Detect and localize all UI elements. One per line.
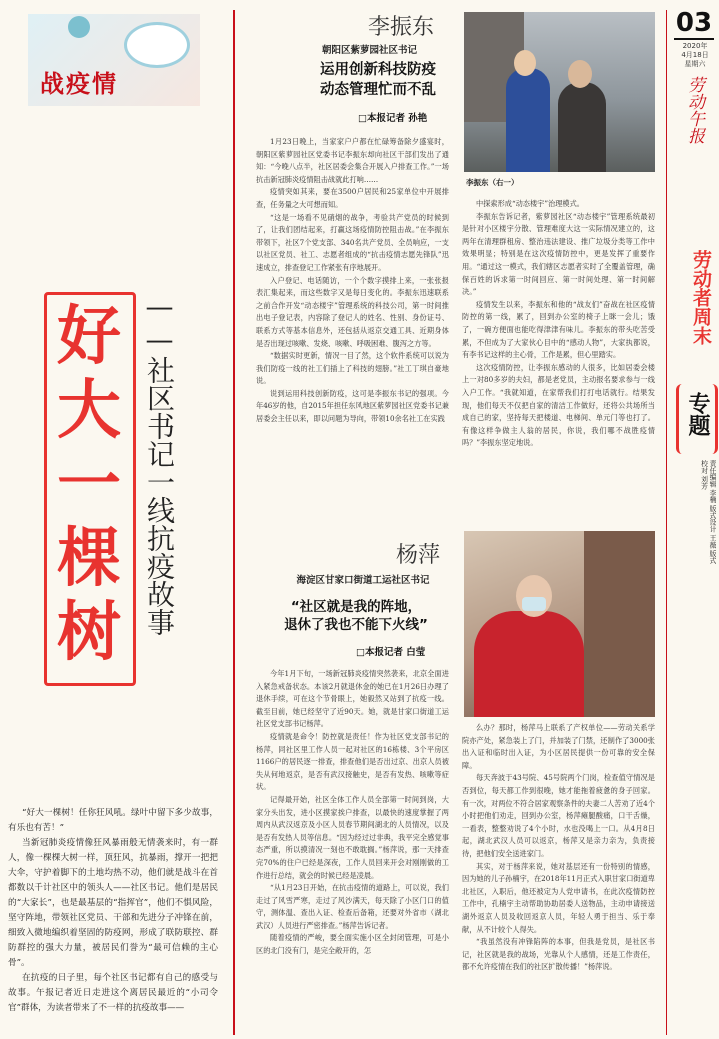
headline-subtitle: ——社区书记一线抗疫故事 bbox=[143, 290, 176, 636]
person-right bbox=[558, 82, 606, 172]
story1-paragraph: 入户登记、电话随访，一个个数字摸排上来，一张张报表汇集起来，而这些数字又是每日变化的。李振东迅速联系之前合作开发“动态楼宇”管理系统的科技公司，第一时间推出电子登记表，内容除了登记人的姓名、性别、身份证号、联系方式等基本信息外，还包括从返京交通工具、近期身体是否出现过咳嗽、发烧、咳嗽、呼吸困难、腹泻之方等。 bbox=[256, 275, 449, 348]
story1-paragraph: 中探索形成“动态楼宇”治理模式。 bbox=[476, 199, 584, 208]
story1-paragraph: 李振东告诉记者，紫萝园社区“动态楼宇”管理系统最初是针对小区楼宇分散、管理难度大这一实际情况建立的，这两年在清理群租房、整治违法建设、推广垃圾分类等工作中效果明显；特别是在这次疫情防控中，更是发挥了重要作用。“通过这一模式，我们辖区志愿者实时了全覆盖管理，确保百姓的诉求第一时间回应、第一时间处理、第一时间解决。” bbox=[462, 211, 655, 297]
big-headline: 好大一棵树 bbox=[57, 300, 121, 670]
story2-photo bbox=[464, 531, 655, 717]
story2-headline-line2: 退休了我也不能下火线” bbox=[284, 617, 428, 633]
story1-position: 朝阳区紫萝园社区书记 bbox=[322, 45, 418, 56]
story1-paragraph: 疫情发生以来，李振东和他的“战友们”奋战在社区疫情防控的第一线，累了，回到办公室的椅子上眯一会儿；饿了，一碗方便面也能吃得津津有味儿。李振东的带头吃苦受累，不但成为了大家伙心目中的“感动人物”，大家执都说，有李书记这样的主心骨，工作是累，但心里踏实。 bbox=[462, 299, 655, 360]
story2-headline bbox=[250, 598, 462, 634]
story2-paragraph: 其实，对于杨萍来说，她对基层还有一份特别的情感，因为她的儿子孙楠宇，在2018年11月正式入职甘家口街道卑北社区，入职后，他还被定为人党申请书，在此次疫情防控工作中，孔楠宇主动帮助协助居委人送物品，主动申请接送湖外返京人员及收回返京人员，年轻人勇于担当、乐于奉献，从不计较个人得失。 bbox=[462, 861, 655, 934]
story2-reporter: □本报记者 白莹 bbox=[356, 647, 426, 658]
banner-title: 战疫情 bbox=[40, 69, 118, 98]
story2-paragraph: “从1月23日开始，在抗击疫情的道路上，可以说，我们走过了风雪严寒，走过了风沙满天，每天除了小区门口的值守，测体温、查出入证、检查后备箱，还要对外省市（湖北武汉）人员进行严密排查。”杨萍告诉记者。 bbox=[256, 883, 449, 930]
intro-text bbox=[8, 806, 218, 1034]
story1-column-1 bbox=[256, 136, 449, 538]
story1-paragraph: 1月23日晚上，当家家户户都在忙碌筹备除夕盛宴时，朝阳区紫萝园社区党委书记李振东却向社区干部们发出了通知：“今晚八点半，社区居委会集合开展入户排查工作。”一场抗击新冠肺炎疫情阻击战就此打响…… bbox=[256, 137, 449, 184]
editor-credits: 责任编辑 李楠 版式设计 王薇 版式校对 刘芳 bbox=[699, 460, 716, 564]
story2-paragraph: “我虽然没有冲锋陷阵的本事，但我是党员，是社区书记，社区就是我的战场，光靠从个人感情，还是工作责任，都不允许疫情在我们的社区扩散传播！”杨萍说。 bbox=[462, 937, 655, 972]
person-left-head bbox=[514, 50, 536, 76]
story2-headline-line1: “社区就是我的阵地， bbox=[290, 599, 422, 615]
story1-paragraph: 这次疫情防控，让李振东感动的人很多，比如居委会楼上一对80多岁的夫妇，都是老党员，主动报名要求参与一线入户工作。“我就知道，在家帮我们打打电话就行。结果发现，他们每天不仅把自家的清洁工作做好，还将公共场所当成自己的家，坚持每天把楼道、电梯间、单元门等也打了。有像这样争做主人翁的居民，你说，我们哪不战胜疫情吗？”李振东坚定地说。 bbox=[462, 362, 655, 448]
story2-paragraph: 今年1月下旬，一场新冠肺炎疫情突然袭来，北京全面进入紧急戒备状态。本该2月就退休金的她已在1月26日办理了退休手续，可在这个节骨眼上，她毅然又站到了抗疫一线。截至目前，她已经坚守了近90天。她，就是甘家口街道工运社区党支部书记杨萍。 bbox=[256, 669, 449, 729]
story1-column-2 bbox=[462, 198, 655, 538]
story2-paragraph: 随着疫情的严峻，要全面实施小区全封闭管理，可是小区的北门没有门，是完全敞开的，怎 bbox=[256, 933, 449, 956]
door-illustration bbox=[584, 531, 655, 717]
issue-date bbox=[672, 42, 718, 69]
story2-name: 杨萍 bbox=[396, 543, 441, 568]
story1-headline-line1: 运用创新科技防疫 bbox=[320, 62, 436, 78]
story1-photo-caption: 李振东（右一） bbox=[466, 178, 519, 187]
intro-paragraph: 在抗疫的日子里，每个社区书记都有自己的感受与故事。午报记者近日走进这个离居民最近的“小司令官”群体，为读者带来了不一样的抗疫故事—— bbox=[8, 973, 218, 1013]
story1-paragraph: 说到运用科技创新防疫，这可是李振东书记的强项。今年46岁的他，自2015年担任东风地区紫萝园社区党委书记兼居委会主任以来，即以问题为导向，带领10余名社工在实践 bbox=[256, 388, 449, 424]
story1-paragraph: 疫情突如其来，要在3500户居民和25家单位中开展排查，任务量之大可想而知。 bbox=[256, 187, 449, 209]
column-divider bbox=[233, 10, 235, 1035]
story1-headline bbox=[298, 60, 458, 100]
weekly-title: 劳动者周末 bbox=[690, 250, 712, 345]
story2-paragraph: 记得最开始，社区全体工作人员全部第一时间到岗，大家分头出发，进小区摸家挨户排查，以最快的速度掌握了两周内从武汉返京及小区人员春节期间湖北的人员情况，以及是否有发热人员等信息。“因为经过过非典，我平完全感觉事态严重，所以摸清况一刻也不敢耽搁。”杨萍说，那一天排查完70%的住户已经是深夜，工作人员回来开会对刚刚做的工作进行总结，就会的时候已经是凌晨。 bbox=[256, 794, 449, 880]
mask-illustration bbox=[124, 22, 190, 68]
date-day: 4月18日 bbox=[681, 51, 709, 59]
story2-paragraph: 每天奔波于43号院、45号院两个门岗，检查值守情况是否到位，每天都工作到很晚，她才能拖着疲惫的身子回家。有一次，对两位不符合居家观察条件的夫妻二人苦劝了近4个小时把他们劝走，回到办公室，杨萍瘫腿酸痛，口干舌燥，一看表，整整劝说了4个小时，水也没喝上一口。从4月8日起，湖北武汉人员可以返京，杨萍又是亲力亲为，负责接待，把他们安全送进家门。 bbox=[462, 773, 655, 858]
paper-logo: 劳动午报 bbox=[684, 76, 704, 144]
story1-paragraph: “数据实时更新，情况一目了然，这个软件系统可以说为我们防疫一线的社工们插上了科技的翅膀。”社工丁琪自豪地说。 bbox=[256, 351, 449, 386]
story1-photo bbox=[464, 12, 655, 172]
intro-paragraph: 当新冠肺炎疫情像狂风暴雨般无情袭来时，有一群人，像一棵棵大树一样，顶狂风，抗暴雨，撑开一把把大伞，守护着脚下的土地均热不动，他们就是战斗在首都数以千计社区中的领头人——社区书记。他们是居民的“大家长”，也是最基层的“指挥官”，他们不惧风险，坚守阵地，带领社区党员、干部和先进分子冲锋在前，细致入微地编织着坚固的防疫网，形成了联防联控、群防群控的强大力量，被居民们誉为“最可信赖的主心骨”。 bbox=[8, 838, 218, 968]
story1-reporter: □本报记者 孙艳 bbox=[358, 113, 428, 124]
story1-paragraph: “这是一场看不见硝烟的战争，考验共产党员的时候到了，让我们团结起来，打赢这场疫情防控阻击战。”在李振东带领下，社区7个党支部、340名共产党员、全员响应，一支以社区党员、社工、志愿者组成的“抗击疫情志愿先锋队”迅速成立，排查登记工作紧张有序地展开。 bbox=[256, 212, 449, 272]
war-banner bbox=[28, 14, 200, 106]
person-red-coat bbox=[474, 611, 584, 717]
sidebar-divider bbox=[666, 10, 667, 1035]
story2-position: 海淀区甘家口街道工运社区书记 bbox=[296, 575, 430, 586]
date-weekday: 星期六 bbox=[684, 60, 706, 68]
person-right-head bbox=[568, 60, 592, 88]
virus-illustration bbox=[68, 16, 90, 38]
intro-paragraph: “好大一棵树！任你狂风吼。绿叶中留下多少故事，有乐也有苦！” bbox=[8, 808, 218, 833]
story2-paragraph: 疫情就是命令！防控就是责任！作为社区党支部书记的杨萍，同社区里工作人员一起对社区的16栋楼、3个平房区1166户的居民逐一排查，排查他们是否出过京、出京人员被失从何地返京，是否有武汉接触史，是否有发热、咳嗽等症状。 bbox=[256, 731, 449, 792]
story1-name: 李振东 bbox=[368, 15, 435, 40]
person-left bbox=[506, 68, 550, 172]
story1-headline-line2: 动态管理忙而不乱 bbox=[320, 82, 436, 98]
story2-column-2 bbox=[462, 722, 655, 1035]
face-mask bbox=[522, 597, 546, 611]
story2-column-1 bbox=[256, 668, 449, 1035]
page-number: 03 bbox=[675, 8, 713, 38]
section-label: 专题 bbox=[685, 392, 710, 436]
date-year: 2020年 bbox=[682, 42, 708, 50]
story2-paragraph: 么办？那时，杨萍马上联系了产权单位——劳动关系学院亦产处，紧急装上了门，并加装了门禁，还制作了3000张出入证和临时出入证，为小区居民提供一份可靠的安全保障。 bbox=[462, 723, 655, 770]
